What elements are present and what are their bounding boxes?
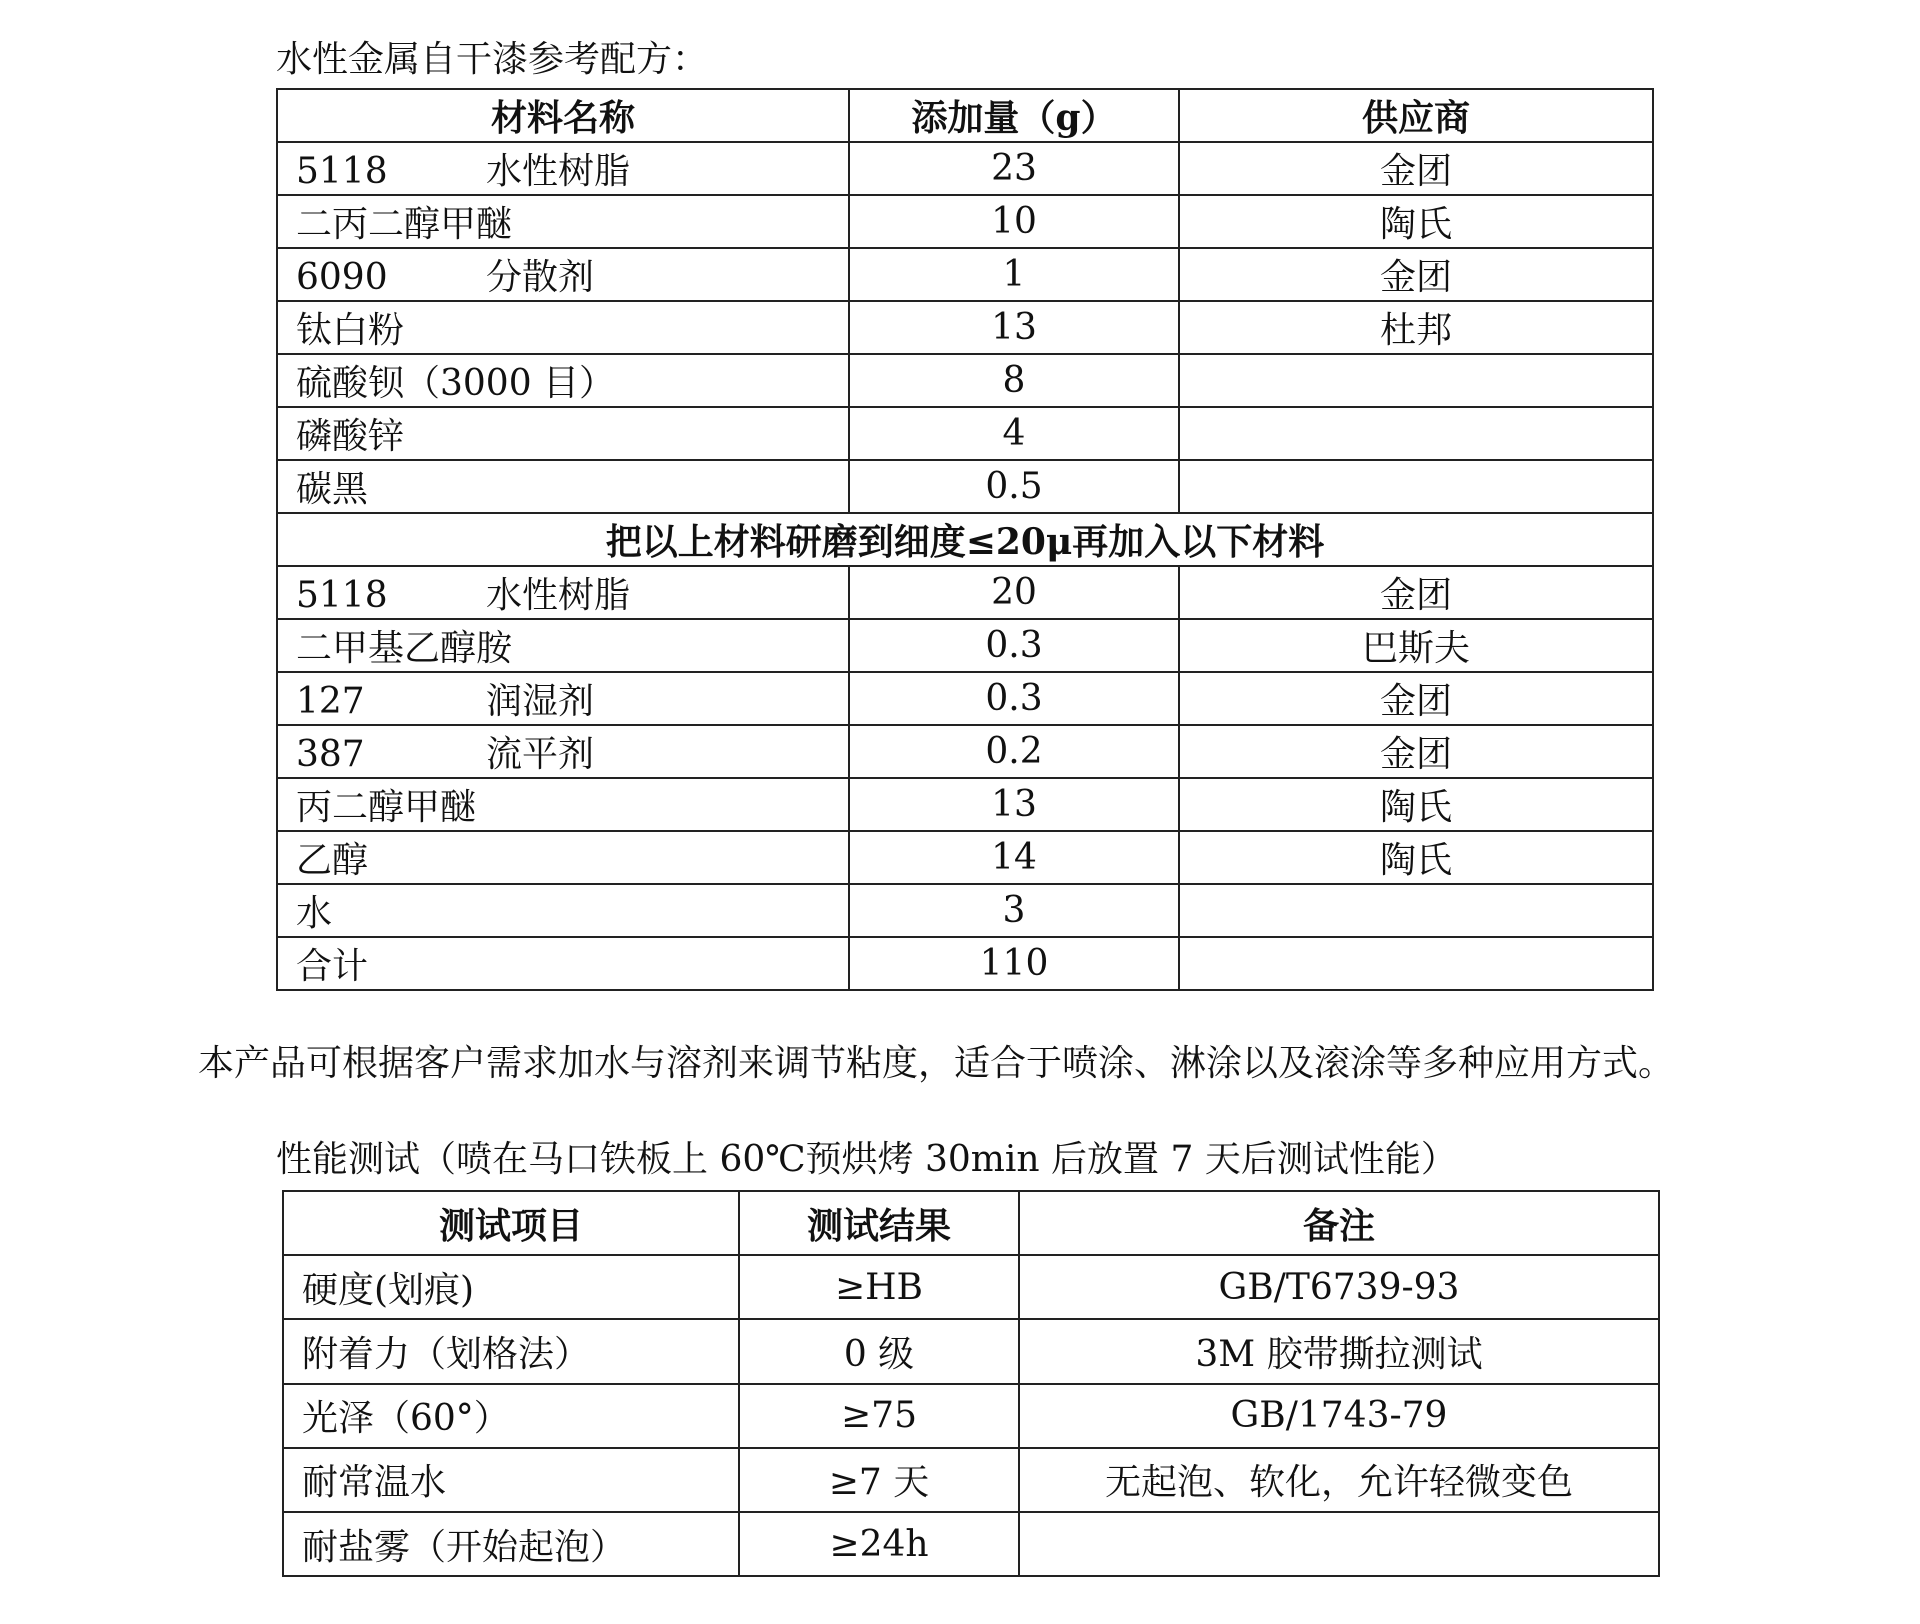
material-cell (277, 195, 849, 248)
material-cell (277, 884, 849, 937)
header-test-item: 测试项目 (283, 1191, 739, 1255)
product-code: 387 (296, 734, 365, 775)
material-cell (277, 831, 849, 884)
supplier-cell: 金团 (1179, 566, 1653, 619)
material-name: 水性树脂 (486, 575, 631, 616)
table-row (277, 778, 1653, 831)
supplier-cell: 金团 (1179, 248, 1653, 301)
table-row (277, 725, 1653, 778)
supplier-cell: 杜邦 (1179, 301, 1653, 354)
table-row (277, 407, 1653, 460)
material-cell (277, 672, 849, 725)
material-name: 磷酸锌 (296, 416, 405, 457)
material-name: 乙醇 (296, 840, 369, 881)
test-remark-cell (1019, 1512, 1659, 1576)
amount-cell: 13 (849, 301, 1179, 354)
tests-header-row (283, 1191, 1659, 1255)
usage-note: 本产品可根据客户需求加水与溶剂来调节粘度，适合于喷涂、淋涂以及滚涂等多种应用方式。 (198, 1043, 1675, 1084)
supplier-cell: 巴斯夫 (1179, 619, 1653, 672)
table-row (283, 1512, 1659, 1576)
material-cell (277, 460, 849, 513)
supplier-cell: 金团 (1179, 672, 1653, 725)
amount-cell: 14 (849, 831, 1179, 884)
table-row (277, 884, 1653, 937)
supplier-cell (1179, 937, 1653, 990)
table-row (277, 460, 1653, 513)
product-code: 127 (296, 681, 365, 722)
material-cell (277, 407, 849, 460)
table-row (277, 354, 1653, 407)
material-name: 二甲基乙醇胺 (296, 628, 513, 669)
product-code: 5118 (296, 151, 388, 192)
table-row (283, 1384, 1659, 1448)
material-name: 水性树脂 (486, 151, 631, 192)
formula-title: 水性金属自干漆参考配方： (276, 39, 709, 80)
table-row (277, 672, 1653, 725)
table-row (277, 937, 1653, 990)
test-item-cell: 耐常温水 (283, 1448, 739, 1512)
amount-cell: 10 (849, 195, 1179, 248)
material-cell (277, 142, 849, 195)
formula-table (276, 88, 1654, 991)
test-remark-cell: GB/T6739-93 (1019, 1255, 1659, 1319)
table-row (277, 195, 1653, 248)
table-row (277, 831, 1653, 884)
amount-cell: 1 (849, 248, 1179, 301)
tests-title: 性能测试（喷在马口铁板上 60℃预烘烤 30min 后放置 7 天后测试性能） (276, 1139, 1457, 1180)
supplier-cell (1179, 407, 1653, 460)
header-test-remark: 备注 (1019, 1191, 1659, 1255)
product-code: 5118 (296, 575, 388, 616)
amount-cell: 13 (849, 778, 1179, 831)
material-cell (277, 937, 849, 990)
header-amount: 添加量（g） (849, 89, 1179, 142)
supplier-cell: 陶氏 (1179, 778, 1653, 831)
material-cell (277, 725, 849, 778)
test-result-cell: ≥24h (739, 1512, 1019, 1576)
supplier-cell: 金团 (1179, 725, 1653, 778)
header-material-name: 材料名称 (277, 89, 849, 142)
header-supplier: 供应商 (1179, 89, 1653, 142)
supplier-cell (1179, 354, 1653, 407)
test-result-cell: ≥7 天 (739, 1448, 1019, 1512)
amount-cell: 23 (849, 142, 1179, 195)
amount-cell: 110 (849, 937, 1179, 990)
table-row (277, 142, 1653, 195)
amount-cell: 20 (849, 566, 1179, 619)
material-cell (277, 619, 849, 672)
supplier-cell (1179, 884, 1653, 937)
amount-cell: 8 (849, 354, 1179, 407)
material-cell (277, 248, 849, 301)
supplier-cell (1179, 460, 1653, 513)
material-name: 硫酸钡（3000 目） (296, 363, 616, 404)
test-item-cell: 附着力（划格法） (283, 1319, 739, 1383)
test-remark-cell: 无起泡、软化，允许轻微变色 (1019, 1448, 1659, 1512)
header-test-result: 测试结果 (739, 1191, 1019, 1255)
amount-cell: 0.2 (849, 725, 1179, 778)
test-result-cell: ≥75 (739, 1384, 1019, 1448)
amount-cell: 3 (849, 884, 1179, 937)
amount-cell: 0.5 (849, 460, 1179, 513)
material-name: 钛白粉 (296, 310, 405, 351)
table-row (277, 619, 1653, 672)
material-name: 合计 (296, 946, 369, 987)
formula-header-row (277, 89, 1653, 142)
amount-cell: 4 (849, 407, 1179, 460)
tests-body (283, 1255, 1659, 1576)
test-item-cell: 光泽（60°） (283, 1384, 739, 1448)
grinding-note: 把以上材料研磨到细度≤20μ再加入以下材料 (277, 513, 1653, 566)
material-name: 丙二醇甲醚 (296, 787, 477, 828)
table-row (277, 301, 1653, 354)
supplier-cell: 陶氏 (1179, 831, 1653, 884)
formula-body-part1 (277, 142, 1653, 513)
test-remark-cell: GB/1743-79 (1019, 1384, 1659, 1448)
material-name: 流平剂 (486, 734, 595, 775)
material-cell (277, 301, 849, 354)
amount-cell: 0.3 (849, 672, 1179, 725)
grinding-note-row (277, 513, 1653, 566)
test-remark-cell: 3M 胶带撕拉测试 (1019, 1319, 1659, 1383)
tests-table (282, 1190, 1660, 1577)
table-row (277, 248, 1653, 301)
supplier-cell: 金团 (1179, 142, 1653, 195)
material-name: 碳黑 (296, 469, 369, 510)
table-row (283, 1255, 1659, 1319)
test-item-cell: 硬度(划痕) (283, 1255, 739, 1319)
supplier-cell: 陶氏 (1179, 195, 1653, 248)
table-row (283, 1448, 1659, 1512)
material-name: 润湿剂 (486, 681, 595, 722)
material-name: 二丙二醇甲醚 (296, 204, 513, 245)
amount-cell: 0.3 (849, 619, 1179, 672)
material-cell (277, 566, 849, 619)
material-name: 分散剂 (486, 257, 595, 298)
material-cell (277, 354, 849, 407)
material-name: 水 (296, 893, 333, 934)
test-item-cell: 耐盐雾（开始起泡） (283, 1512, 739, 1576)
test-result-cell: ≥HB (739, 1255, 1019, 1319)
material-cell (277, 778, 849, 831)
table-row (277, 566, 1653, 619)
test-result-cell: 0 级 (739, 1319, 1019, 1383)
table-row (283, 1319, 1659, 1383)
formula-body-part2 (277, 566, 1653, 990)
product-code: 6090 (296, 257, 388, 298)
